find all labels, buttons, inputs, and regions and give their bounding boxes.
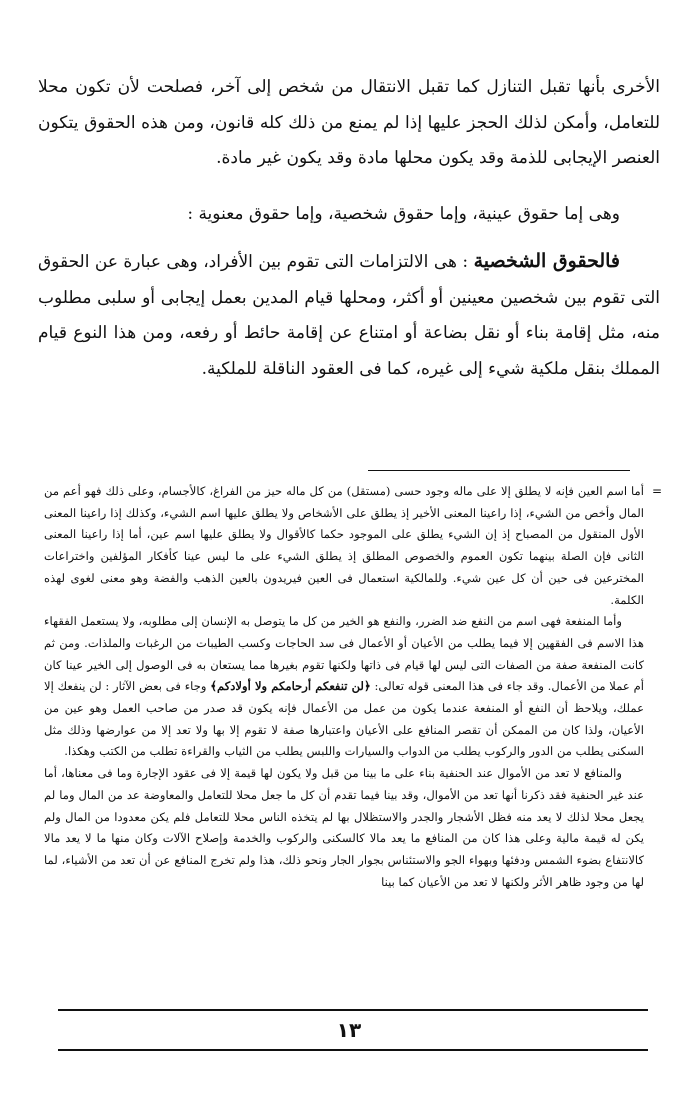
footnote-paragraph-2 <box>44 611 644 763</box>
footnote-paragraph-2-start: وأما المنفعة فهى اسم من النفع ضد الضرر، والنفع هو الخير من كل ما يتوصل به الإنسان إلى مطلوبه، ولا يستعمل الفقهاء هذا الاسم فى الفقهين إلا فيما يطلب من الأعيان أو الأعمال فى سد الحاجات وكسب الطيبات من الرغبات والملذات. ومن ثم كانت المنفعة صفة من الصفات التى ليس لها قيام فى ذاتها ولكنها تقوم بغيرها مما يستعان به فى الوصول إلى الخير عينا كان أم عملا من الأعمال. وقد جاء فى هذا المعنى قوله تعالى: <box>44 614 644 694</box>
footnotes <box>44 481 644 893</box>
footnote-continuation-marker: = <box>651 484 662 498</box>
paragraph-2: وهى إما حقوق عينية، وإما حقوق شخصية، وإما حقوق معنوية : <box>187 203 620 224</box>
footer-rule-top <box>58 1009 648 1011</box>
main-text <box>38 70 660 387</box>
paragraph-1: الأخرى بأنها تقبل التنازل كما تقبل الانتقال من شخص إلى آخر، فصلحت لأن تكون محلا للتعامل، وأمكن لذلك الحجز عليها إذا لم يمنع من ذلك كله قانون، ومن هذه الحقوق يتكون العنصر الإيجابى للذمة وقد يكون محلها مادة وقد يكون غير مادة. <box>38 77 660 168</box>
footnote-paragraph-3: والمنافع لا تعد من الأموال عند الحنفية بناء على ما بينا من قبل ولا يكون لها قيمة إلا فى عقود الإجارة وما فى معناها، أما عند غير الحنفية فقد ذكرنا أنها تعد من الأموال، وقد بينا فيما تقدم أن كل ما جعل محلا للتعامل والمعاوضة عد من المال وما لم يجعل محلا لذلك لا يعد منه فظل الأشجار والجدر والاستظلال بها لم يتخذه الناس محلا للتعامل فلم يكن معدودا من المال ولم يكن له قيمة مالية وعلى هذا كان من المنافع ما يعد مالا كالسكنى والركوب والخدمة وإصلاح الآلات وكان منها ما لا يعد مالا كالانتفاع بضوء الشمس ودفئها وبهواء الجو والاستئناس بجوار الجار ونحو ذلك، هذا ولم تخرج المنافع عن أن تعد من الأشياء، لما لها من وجود ظاهر الأثر ولكنها لا تعد من الأعيان كما بينا <box>44 766 644 889</box>
footer-rule-bottom <box>58 1049 648 1051</box>
term-personal-rights: فالحقوق الشخصية <box>473 250 620 272</box>
footnote-paragraph-1: أما اسم العين فإنه لا يطلق إلا على ماله وجود حسى (مستقل) من كل ماله حيز من الفراغ، كالأجسام، وعلى ذلك فهو أعم من المال وأخص من الشيء، إذا راعينا المعنى الأخير إذ يطلق على الأشخاص ولا يطلق عليها اسم الشيء، وكذلك إذا راعينا المعنى الأول المنقول من المصباح إذ إن الشيء يطلق على الموجود حكما كالأقوال ولا يطلق عليها اسم عين، أما إذا راعينا المعنى الثانى فإن الصلة بينهما تكون العموم والخصوص المطلق إذ يطلق الشيء على ما ليس عينا كأفكار المؤلفين واختراعات المخترعين فى حين أن كل عين شيء. وللمالكية استعمال فى العين فيريدون بالعين الذهب والفضة وهو معنى لغوى لهذه الكلمة. <box>44 484 644 607</box>
paragraph-3-body: : هى الالتزامات التى تقوم بين الأفراد، وهى عبارة عن الحقوق التى تقوم بين شخصين معينين أو أكثر، ومحلها قيام المدين بعمل إيجابى أو سلبى مطلوب منه، مثل إقامة بناء أو نقل بضاعة أو امتناع عن إقامة حائط أو رفعه، ومن هذا النوع قيام المملك بنقل ملكية شيء إلى غيره، كما فى العقود الناقلة للملكية. <box>38 252 660 379</box>
footnote-paragraph-2-end: وجاء فى بعض الآثار : لن ينفعك إلا عملك، ويلاحظ أن النفع أو المنفعة عندما يكون من عمل من الأعمال فإنه يكون قد صدر من صاحب العمل وهو عين من الأعيان، ولذا كان من الممكن أن تقصر المنافع على الأعيان واعتبارها صفة لا تقوم إلا بها ولا تعد إلا من عوارضها وذلك مثل السكنى يطلب من الدور والركوب يطلب من الدواب والسيارات واللبس يطلب من الثياب والقراءة تطلب من الكتب وهكذا. <box>44 679 644 759</box>
paragraph-3 <box>38 244 660 387</box>
page-number: ١٣ <box>336 1018 362 1042</box>
footnote-separator <box>368 470 630 471</box>
quran-quote: ﴿لن تنفعكم أرحامكم ولا أولادكم﴾ <box>210 679 371 694</box>
